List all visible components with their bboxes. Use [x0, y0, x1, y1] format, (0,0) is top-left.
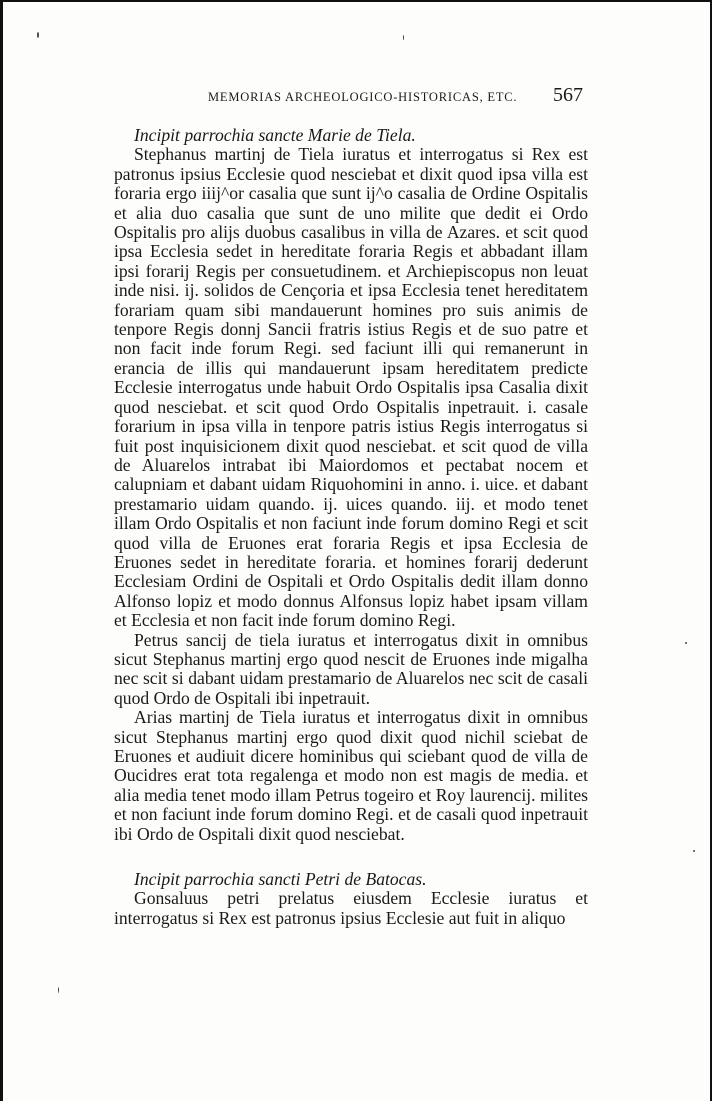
paragraph: Stephanus martinj de Tiela iuratus et interrogatus si Rex est patronus ipsius Ecclesie quod nesciebat et dixit quod ipsa villa est foraria ergo iiij^or casalia que sunt ij^o casalia de Ordine Ospitalis et alia duo casalia que sunt de uno milite que dedit ei Ordo Ospitalis pro alijs duobus casalibus in villa de Azares. et scit quod ipsa Ecclesia sedet in hereditate foraria Regis et abbadant illam ipsi forarij Regis per consuetudinem. et Archiepiscopus non leuat inde nisi. ij. solidos de Cençoria et ipsa Ecclesia tenet hereditatem forariam quam sibi mandauerunt homines pro suis animis de tenpore Regis donnj Sancii fratris istius Regis et de suo patre et non facit inde forum Regi. sed faciunt illi qui remanerunt in erancia de illis qui mandauerunt ipsam hereditatem predicte Ecclesie interrogatus unde habuit Ordo Ospitalis ipsa Casalia dixit quod nesciebat. et scit quod Ordo Ospitalis inpetrauit. i. casale forarium in ipsa villa in tenpore patris istius Regis interrogatus si fuit post inquisicionem dixit quod nesciebat. et scit quod de villa de Aluarelos intrabat ibi Maiordomos et pectabat nocem et calupniam et dabant uidam Riquohomini in anno. i. uice. et dabant prestamario uidam quando. ij. uices quando. iij. et modo tenet illam Ordo Ospitalis et non faciunt inde forum domino Regi et scit quod villa de Eruones erat foraria Regis et ipsa Ecclesia de Eruones sedet in hereditate foraria. et homines forarij dederunt Ecclesiam Ordini de Ospitali et Ordo Ospitalis dedit illam donno Alfonso lopiz et modo donnus Alfonsus lopiz habet ipsam villam et Ecclesia et non facit inde forum domino Regi.	[114, 144, 588, 631]
page-number: 567	[553, 84, 583, 106]
section-title: Incipit parrochia sancti Petri de Batocas.	[134, 869, 427, 890]
section-gap	[114, 844, 588, 870]
paragraph: Gonsaluus petri prelatus eiusdem Ecclesie iuratus et interrogatus si Rex est patronus ipsius Ecclesie aut fuit in aliquo	[114, 888, 588, 928]
running-header: MEMORIAS ARCHEOLOGICO-HISTORICAS, ETC.	[208, 90, 518, 104]
paragraph: Petrus sancij de tiela iuratus et interrogatus dixit in omnibus sicut Stephanus martinj ergo quod nescit de Eruones inde migalha nec scit si dabant uidam prestamario de Aluarelos nec scit de casali quod Ordo de Ospitali ibi inpetrauit.	[114, 629, 588, 708]
section-title: Incipit parrochia sancte Marie de Tiela.	[134, 125, 416, 145]
page-body	[114, 126, 588, 928]
paragraph: Arias martinj de Tiela iuratus et interrogatus dixit in omnibus sicut Stephanus martinj ergo quod dixit quod nichil sciebat de Eruones et audiuit dicere hominibus qui sciebant quod de villa de Oucidres erat tota regalenga et modo non est magis de media. et alia media tenet modo illam Petrus togeiro et Roy laurencij. milites et non faciunt inde forum domino Regi. et de casali quod inpetrauit ibi Ordo de Ospitali dixit quod nesciebat.	[114, 707, 588, 844]
